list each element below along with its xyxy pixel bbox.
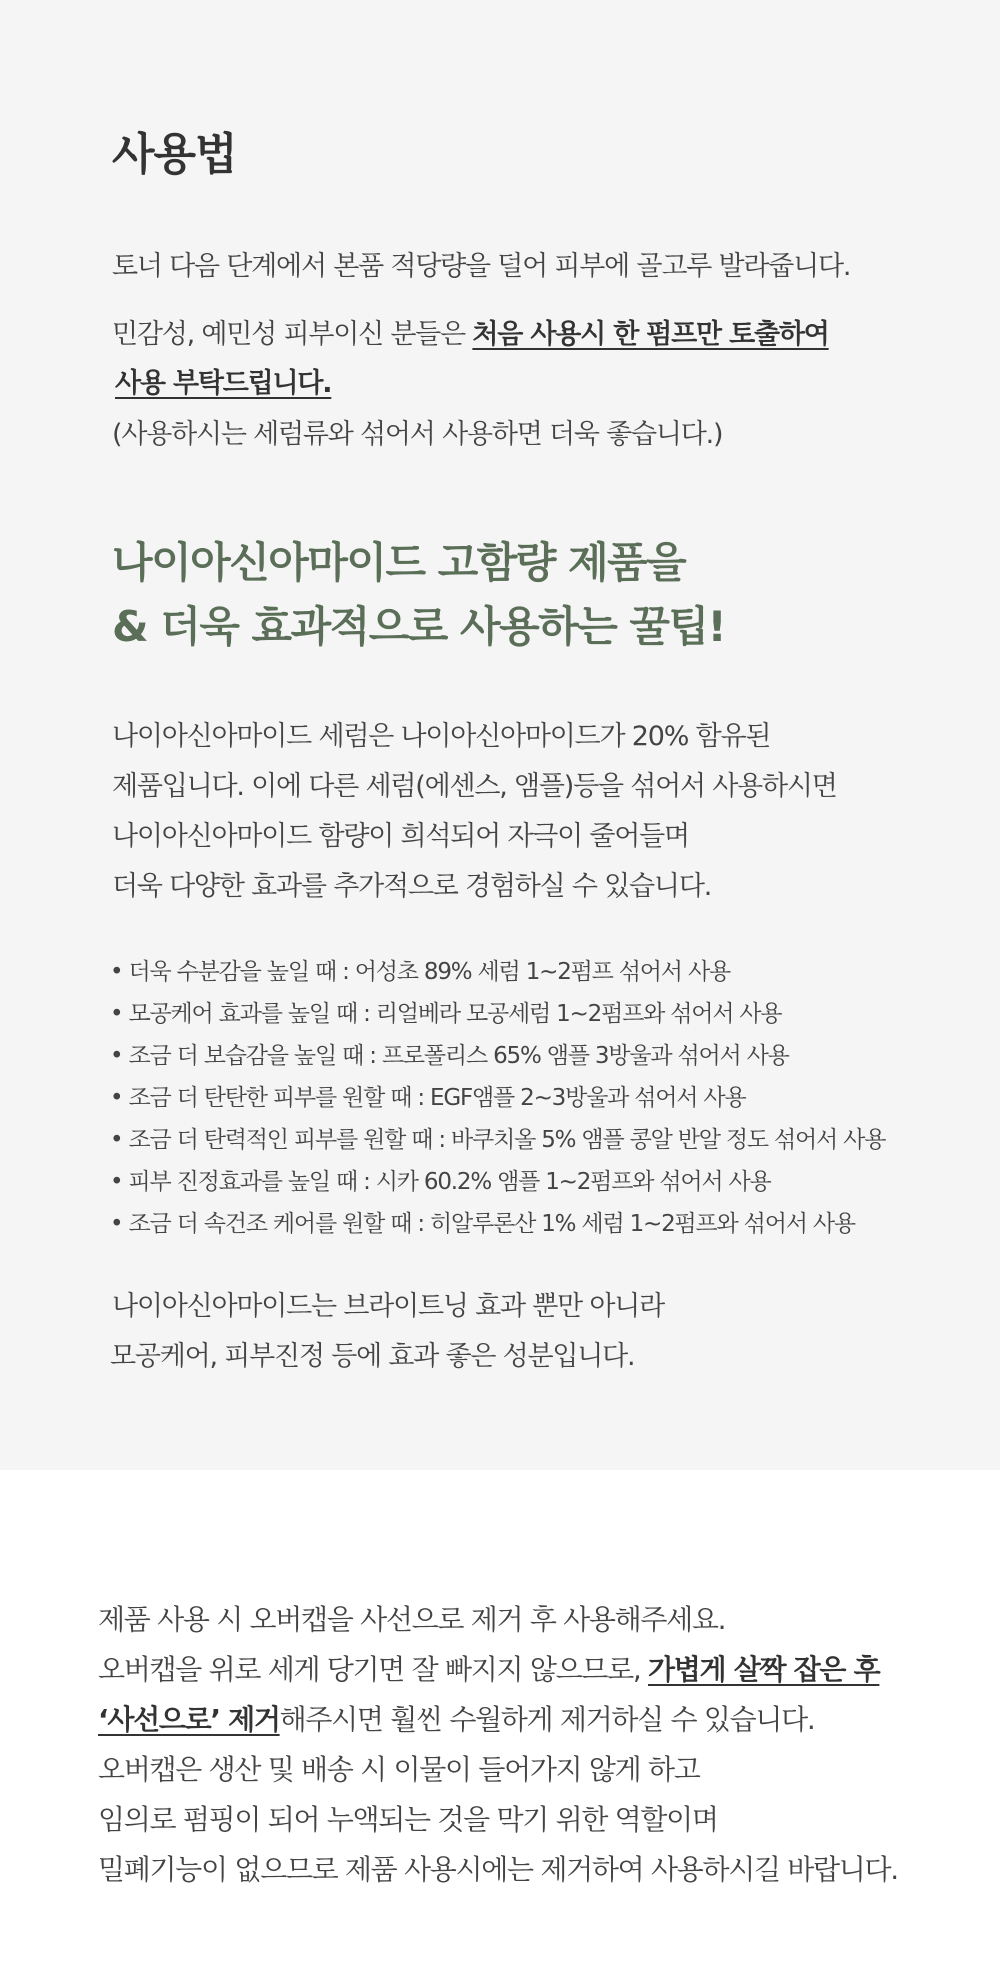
cap-line-2 xyxy=(98,1648,879,1688)
tip-closing-line-1: 나이아신아마이드는 브라이트닝 효과 뿐만 아니라 xyxy=(112,1291,665,1322)
cap-line-4: 오버캡은 생산 및 배송 시 이물이 들어가지 않게 하고 xyxy=(98,1753,700,1786)
overcap-section xyxy=(0,1470,1000,1974)
cap-line-6: 밀폐기능이 없으므로 제품 사용시에는 제거하여 사용하시길 바랍니다. xyxy=(98,1853,898,1886)
usage-title: 사용법 xyxy=(112,129,237,180)
usage-line-2-prefix: 민감성, 예민성 피부이신 분들은 xyxy=(112,319,473,350)
tip-item: • 조금 더 탄탄한 피부를 원할 때 : EGF앰플 2~3방울과 섞어서 사용 xyxy=(110,1085,746,1111)
cap-line-1: 제품 사용 시 오버캡을 사선으로 제거 후 사용해주세요. xyxy=(98,1603,726,1636)
tip-item: • 피부 진정효과를 높일 때 : 시카 60.2% 앰플 1~2펌프와 섞어서 사용 xyxy=(110,1169,771,1195)
tip-item: • 모공케어 효과를 높일 때 : 리얼베라 모공세럼 1~2펌프와 섞어서 사용 xyxy=(110,1001,782,1027)
usage-line-1: 토너 다음 단계에서 본품 적당량을 덜어 피부에 골고루 발라줍니다. xyxy=(112,251,851,282)
cap-line-3-emphasis: ‘사선으로’ 제거 xyxy=(98,1703,280,1736)
tip-item: • 조금 더 보습감을 높일 때 : 프로폴리스 65% 앰플 3방울과 섞어서 사용 xyxy=(110,1043,789,1069)
tip-item: • 더욱 수분감을 높일 때 : 어성초 89% 세럼 1~2펌프 섞어서 사용 xyxy=(110,959,730,985)
usage-line-4: (사용하시는 세럼류와 섞어서 사용하면 더욱 좋습니다.) xyxy=(112,419,723,450)
cap-line-3 xyxy=(98,1698,814,1738)
usage-line-2 xyxy=(112,312,829,351)
cap-line-2-prefix: 오버캡을 위로 세게 당기면 잘 빠지지 않으므로, xyxy=(98,1653,649,1686)
tip-item: • 조금 더 탄력적인 피부를 원할 때 : 바쿠치올 5% 앰플 콩알 반알 정도 섞어서 사용 xyxy=(110,1127,886,1153)
cap-line-2-emphasis: 가볍게 살짝 잡은 후 xyxy=(648,1653,880,1686)
tip-title-line-1: 나이아신아마이드 고함량 제품을 xyxy=(112,538,686,587)
usage-line-2-emphasis: 처음 사용시 한 펌프만 토출하여 xyxy=(472,319,829,350)
tip-desc-line-3: 나이아신아마이드 함량이 희석되어 자극이 줄어들며 xyxy=(112,821,689,852)
tip-closing-line-2: 모공케어, 피부진정 등에 효과 좋은 성분입니다. xyxy=(110,1341,635,1372)
cap-line-5: 임의로 펌핑이 되어 누액되는 것을 막기 위한 역할이며 xyxy=(98,1803,718,1836)
tip-desc-line-4: 더욱 다양한 효과를 추가적으로 경험하실 수 있습니다. xyxy=(112,871,712,902)
tip-title-line-2: & 더욱 효과적으로 사용하는 꿀팁! xyxy=(112,602,726,651)
tip-item: • 조금 더 속건조 케어를 원할 때 : 히알루론산 1% 세럼 1~2펌프와 섞어서 사용 xyxy=(110,1211,855,1237)
cap-line-3-suffix: 해주시면 훨씬 수월하게 제거하실 수 있습니다. xyxy=(279,1703,815,1736)
tip-desc-line-2: 제품입니다. 이에 다른 세럼(에센스, 앰플)등을 섞어서 사용하시면 xyxy=(112,771,837,802)
usage-line-3-emphasis: 사용 부탁드립니다. xyxy=(115,368,332,399)
tip-desc-line-1: 나이아신아마이드 세럼은 나이아신아마이드가 20% 함유된 xyxy=(112,721,771,752)
usage-line-3 xyxy=(115,361,331,400)
